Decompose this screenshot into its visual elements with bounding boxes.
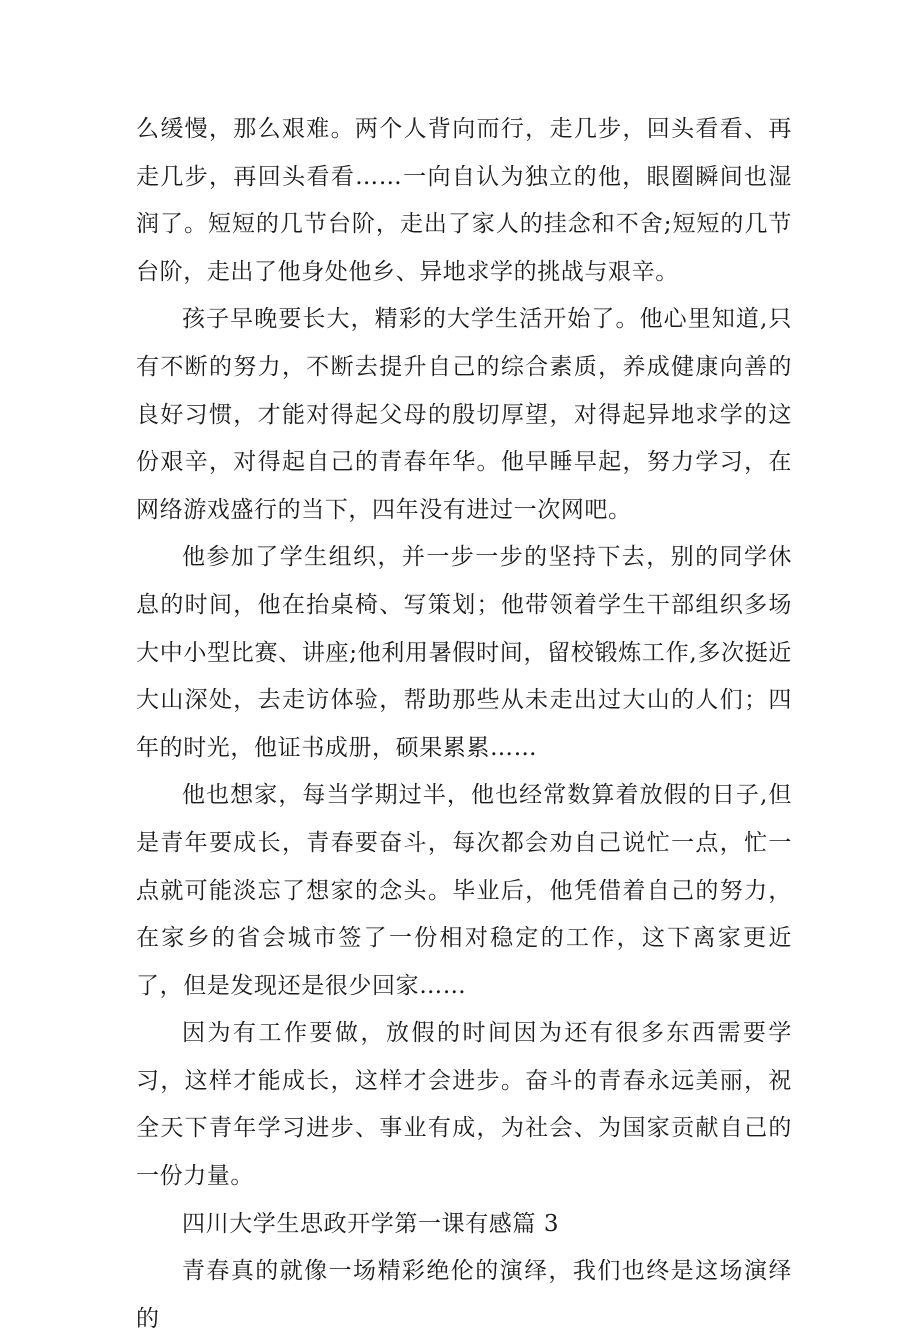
paragraph-6: 青春真的就像一场精彩绝伦的演绎，我们也终是这场演绎的: [136, 1258, 792, 1332]
paragraph-2: 孩子早晚要长大，精彩的大学生活开始了。他心里知道,只有不断的努力，不断去提升自己的综合素质，养成健康向善的良好习惯，才能对得起父母的殷切厚望，对得起异地求学的这份艰辛，对得起自己的青春年华。他早睡早起，努力学习，在网络游戏盛行的当下，四年没有进过一次网吧。: [136, 306, 792, 523]
document-body: [136, 106, 792, 1343]
paragraph-3: 他参加了学生组织，并一步一步的坚持下去，别的同学休息的时间，他在抬桌椅、写策划；他带领着学生干部组织多场大中小型比赛、讲座;他利用暑假时间，留校锻炼工作,多次挺近大山深处，去走访体验，帮助那些从未走出过大山的人们；四年的时光，他证书成册，硕果累累……: [136, 544, 792, 761]
paragraph-5: 因为有工作要做，放假的时间因为还有很多东西需要学习，这样才能成长，这样才会进步。奋斗的青春永远美丽，祝全天下青年学习进步、事业有成，为社会、为国家贡献自己的一份力量。: [136, 1020, 792, 1190]
section-heading: 四川大学生思政开学第一课有感篇 3: [182, 1210, 560, 1237]
paragraph-4: 他也想家，每当学期过半，他也经常数算着放假的日子,但是青年要成长，青春要奋斗，每次都会劝自己说忙一点，忙一点就可能淡忘了想家的念头。毕业后，他凭借着自己的努力，在家乡的省会城市签了一份相对稳定的工作，这下离家更近了，但是发现还是很少回家……: [136, 782, 792, 999]
paragraph-1: 么缓慢，那么艰难。两个人背向而行，走几步，回头看看、再走几步，再回头看看……一向自认为独立的他，眼圈瞬间也湿润了。短短的几节台阶，走出了家人的挂念和不舍;短短的几节台阶，走出了他身处他乡、异地求学的挑战与艰辛。: [136, 116, 792, 285]
